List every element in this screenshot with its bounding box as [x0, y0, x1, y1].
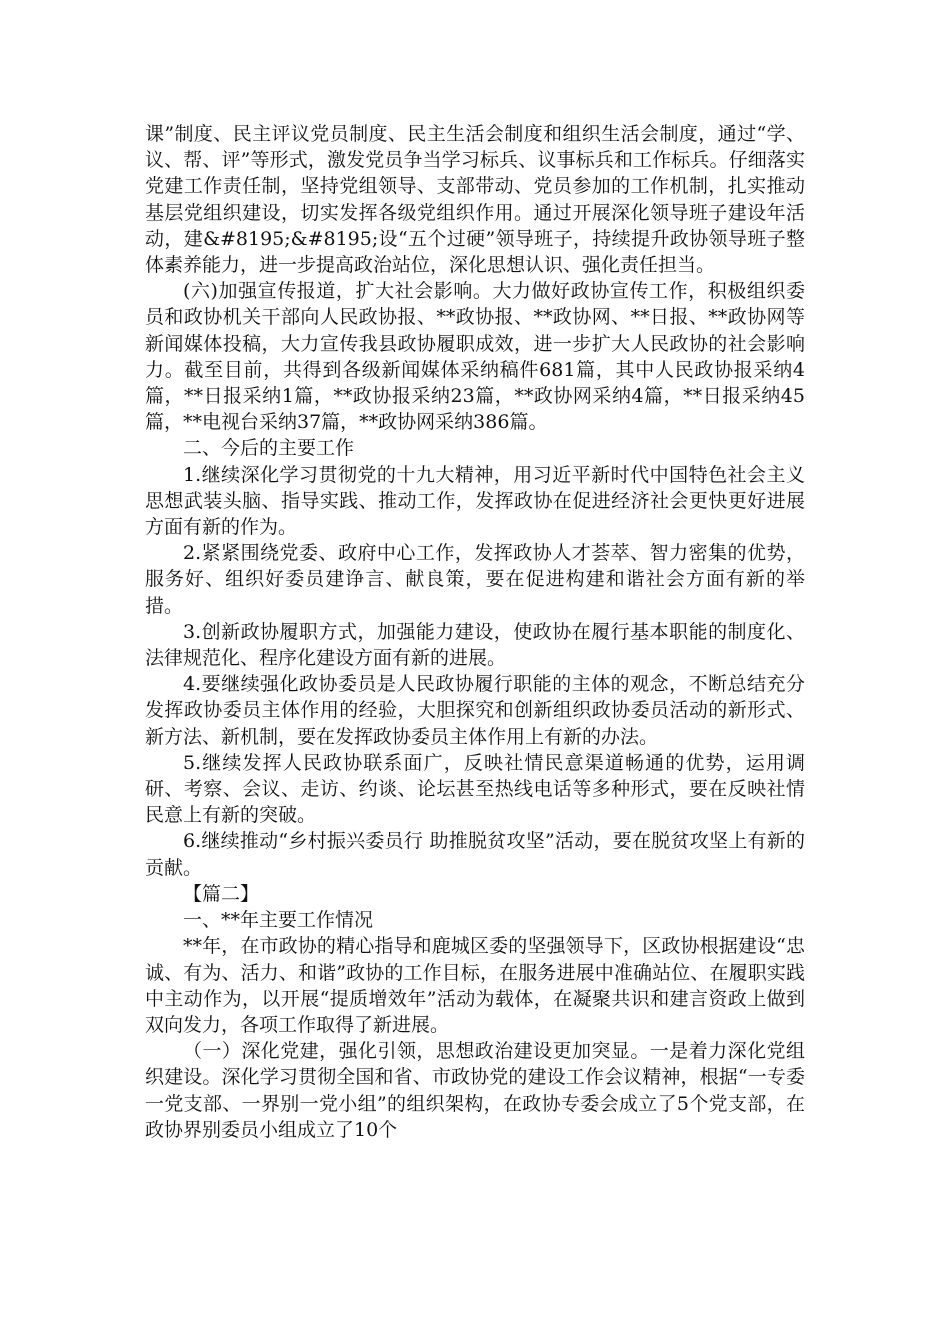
- document-page: [145, 121, 805, 1143]
- list-item-3: 3.创新政协履职方式，加强能力建设，使政协在履行基本职能的制度化、法律规范化、程序化建设方面有新的进展。: [145, 620, 805, 670]
- list-item-6: 6.继续推动“乡村振兴委员行 助推脱贫攻坚”活动，要在脱贫攻坚上有新的贡献。: [145, 830, 805, 879]
- article-heading: 【篇二】: [183, 882, 260, 905]
- section-heading-future-work: 二、今后的主要工作: [183, 437, 355, 460]
- list-item-4: 4.要继续强化政协委员是人民政协履行职能的主体的观念，不断总结充分发挥政协委员主体作用的经验，大胆探究和创新组织政协委员活动的新形式、新方法、新机制，要在发挥政协委员主体作用上有新的办法。: [145, 673, 805, 748]
- paragraph-intro: **年，在市政协的精心指导和鹿城区委的坚强领导下，区政协根据建设“忠诚、有为、活力、和谐”政协的工作目标，在服务进展中准确站位、在履职实践中主动作为，以开展“提质增效年”活动为载体，在凝聚共识和建言资政上做到双向发力，各项工作取得了新进展。: [145, 935, 805, 1036]
- paragraph-party-building: （一）深化党建，强化引领，思想政治建设更加突显。一是着力深化党组织建设。深化学习贯彻全国和省、市政协党的建设工作会议精神，根据“一专委一党支部、一界别一党小组”的组织架构，在政协专委会成立了5个党支部，在政协界别委员小组成立了10个: [145, 1040, 805, 1141]
- section-heading-main-work: 一、**年主要工作情况: [183, 909, 374, 932]
- list-item-1: 1.继续深化学习贯彻党的十九大精神，用习近平新时代中国特色社会主义思想武装头脑、指导实践、推动工作，发挥政协在促进经济社会更快更好进展方面有新的作为。: [145, 463, 805, 539]
- paragraph-publicity: (六)加强宣传报道，扩大社会影响。大力做好政协宣传工作，积极组织委员和政协机关干部向人民政协报、**政协报、**政协网、**日报、**政协网等新闻媒体投稿，大力宣传我县政协履职成效，进一步扩大人民政协的社会影响力。截至目前，共得到各级新闻媒体采纳稿件681篇，其中人民政协报采纳4篇，**日报采纳1篇，**政协报采纳23篇，**政协网采纳4篇，**日报采纳45篇，**电视台采纳37篇，**政协网采纳386篇。: [145, 280, 805, 434]
- list-item-5: 5.继续发挥人民政协联系面广，反映社情民意渠道畅通的优势，运用调研、考察、会议、走访、约谈、论坛甚至热线电话等多种形式，要在反映社情民意上有新的突破。: [145, 751, 805, 827]
- paragraph-continuation: 课”制度、民主评议党员制度、民主生活会制度和组织生活会制度，通过“学、议、帮、评”等形式，激发党员争当学习标兵、议事标兵和工作标兵。仔细落实党建工作责任制，坚持党组领导、支部带动、党员参加的工作机制，扎实推动基层党组织建设，切实发挥各级党组织作用。通过开展深化领导班子建设年活动，建&#8195;&#8195;设“五个过硬”领导班子，持续提升政协领导班子整体素养能力，进一步提高政治站位，深化思想认识、强化责任担当。: [145, 123, 805, 277]
- list-item-2: 2.紧紧围绕党委、政府中心工作，发挥政协人才荟萃、智力密集的优势，服务好、组织好委员建诤言、献良策，要在促进构建和谐社会方面有新的举措。: [145, 542, 805, 617]
